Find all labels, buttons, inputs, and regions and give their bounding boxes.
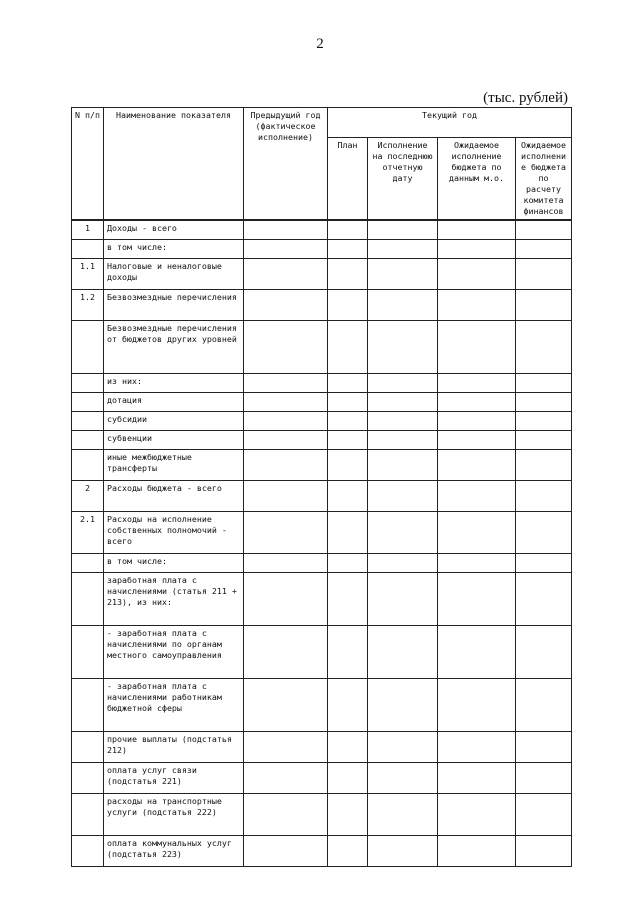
row-name: в том числе: [104,553,244,572]
cell-prev-year [244,320,328,373]
row-num [72,373,104,392]
table-row [72,392,572,411]
row-num [72,572,104,625]
table-header [72,108,572,221]
cell-prev-year [244,392,328,411]
row-name: иные межбюджетные трансферты [104,449,244,480]
cell-exec [368,220,438,239]
cell-exec [368,835,438,866]
row-name: Доходы - всего [104,220,244,239]
cell-expected-mo [438,678,516,731]
table-row [72,373,572,392]
row-name: Налоговые и неналоговые доходы [104,258,244,289]
table-row [72,572,572,625]
cell-plan [328,511,368,553]
row-name: субвенции [104,430,244,449]
header-current-year: Текущий год [328,108,572,138]
cell-expected-committee [516,258,572,289]
cell-plan [328,392,368,411]
cell-expected-committee [516,678,572,731]
table-row [72,480,572,511]
cell-prev-year [244,220,328,239]
cell-expected-mo [438,449,516,480]
cell-exec [368,480,438,511]
cell-prev-year [244,731,328,762]
cell-expected-committee [516,392,572,411]
cell-expected-committee [516,320,572,373]
row-num [72,835,104,866]
cell-expected-committee [516,411,572,430]
cell-prev-year [244,449,328,480]
table-row [72,239,572,258]
row-name: из них: [104,373,244,392]
cell-expected-committee [516,480,572,511]
cell-exec [368,289,438,320]
cell-expected-mo [438,835,516,866]
cell-exec [368,511,438,553]
table-row [72,289,572,320]
row-num [72,392,104,411]
cell-prev-year [244,511,328,553]
row-num [72,411,104,430]
cell-exec [368,553,438,572]
row-name: расходы на транспортные услуги (подстатья 222) [104,793,244,835]
cell-prev-year [244,373,328,392]
cell-expected-mo [438,320,516,373]
header-expected-mo: Ожидаемое исполнение бюджета по данным м.о. [438,138,516,221]
cell-expected-mo [438,373,516,392]
row-name: заработная плата с начислениями (статья 211 + 213), из них: [104,572,244,625]
row-name: Безвозмездные перечисления от бюджетов других уровней [104,320,244,373]
cell-expected-committee [516,835,572,866]
row-num [72,430,104,449]
row-name: прочие выплаты (подстатья 212) [104,731,244,762]
cell-prev-year [244,289,328,320]
row-name: Безвозмездные перечисления [104,289,244,320]
cell-prev-year [244,678,328,731]
row-name: субсидии [104,411,244,430]
header-plan: План [328,138,368,221]
header-expected-committee: Ожидаемое исполнение бюджета по расчету комитета финансов [516,138,572,221]
cell-expected-committee [516,553,572,572]
cell-prev-year [244,480,328,511]
table-row [72,731,572,762]
row-num: 1 [72,220,104,239]
cell-expected-mo [438,762,516,793]
row-num: 1.2 [72,289,104,320]
row-num: 1.1 [72,258,104,289]
row-name: дотация [104,392,244,411]
table-row [72,320,572,373]
cell-expected-mo [438,572,516,625]
cell-exec [368,572,438,625]
page-number: 2 [316,36,324,52]
cell-expected-mo [438,511,516,553]
table-row [72,835,572,866]
row-name: - заработная плата с начислениями по органам местного самоуправления [104,625,244,678]
cell-exec [368,373,438,392]
cell-exec [368,239,438,258]
row-name: в том числе: [104,239,244,258]
cell-plan [328,449,368,480]
row-num [72,239,104,258]
cell-prev-year [244,793,328,835]
cell-expected-committee [516,572,572,625]
cell-expected-committee [516,625,572,678]
header-prev-year: Предыдущий год (фактическое исполнение) [244,108,328,221]
cell-plan [328,239,368,258]
cell-plan [328,480,368,511]
row-num [72,449,104,480]
row-num [72,320,104,373]
row-num [72,762,104,793]
table-row [72,449,572,480]
table-row [72,430,572,449]
cell-prev-year [244,835,328,866]
cell-exec [368,625,438,678]
unit-note: (тыс. рублей) [483,90,568,106]
table-row [72,762,572,793]
cell-expected-committee [516,373,572,392]
cell-expected-mo [438,625,516,678]
cell-prev-year [244,430,328,449]
cell-plan [328,572,368,625]
row-num [72,678,104,731]
row-num [72,553,104,572]
cell-expected-committee [516,449,572,480]
cell-expected-committee [516,731,572,762]
table-row [72,625,572,678]
cell-plan [328,320,368,373]
cell-prev-year [244,553,328,572]
cell-expected-mo [438,258,516,289]
row-name: оплата услуг связи (подстатья 221) [104,762,244,793]
cell-exec [368,793,438,835]
cell-plan [328,793,368,835]
cell-exec [368,449,438,480]
cell-exec [368,320,438,373]
header-exec-last-date: Исполнение на последнюю отчетную дату [368,138,438,221]
row-num [72,731,104,762]
table-row [72,411,572,430]
cell-plan [328,411,368,430]
row-name: - заработная плата с начислениями работникам бюджетной сферы [104,678,244,731]
cell-expected-mo [438,289,516,320]
cell-plan [328,762,368,793]
table-row [72,220,572,239]
cell-expected-mo [438,430,516,449]
cell-prev-year [244,572,328,625]
row-num: 2.1 [72,511,104,553]
cell-exec [368,678,438,731]
cell-plan [328,553,368,572]
cell-expected-committee [516,430,572,449]
cell-plan [328,289,368,320]
budget-table [71,107,572,867]
cell-expected-committee [516,289,572,320]
table-row [72,553,572,572]
cell-expected-mo [438,731,516,762]
cell-expected-mo [438,239,516,258]
cell-exec [368,430,438,449]
cell-expected-committee [516,511,572,553]
row-num [72,793,104,835]
cell-prev-year [244,258,328,289]
row-name: оплата коммунальных услуг (подстатья 223) [104,835,244,866]
row-num: 2 [72,480,104,511]
cell-plan [328,373,368,392]
table-row [72,258,572,289]
header-num: N п/п [72,108,104,221]
row-num [72,625,104,678]
cell-prev-year [244,411,328,430]
row-name: Расходы на исполнение собственных полномочий - всего [104,511,244,553]
cell-expected-committee [516,793,572,835]
cell-expected-committee [516,762,572,793]
cell-expected-mo [438,220,516,239]
cell-plan [328,258,368,289]
cell-exec [368,762,438,793]
row-name: Расходы бюджета - всего [104,480,244,511]
cell-exec [368,392,438,411]
cell-plan [328,625,368,678]
table-row [72,793,572,835]
cell-prev-year [244,625,328,678]
cell-plan [328,430,368,449]
cell-exec [368,258,438,289]
cell-expected-mo [438,480,516,511]
cell-expected-committee [516,239,572,258]
cell-exec [368,731,438,762]
table-row [72,511,572,553]
cell-plan [328,220,368,239]
cell-plan [328,835,368,866]
cell-expected-mo [438,392,516,411]
cell-plan [328,731,368,762]
cell-expected-mo [438,553,516,572]
cell-exec [368,411,438,430]
cell-expected-committee [516,220,572,239]
cell-prev-year [244,239,328,258]
table-row [72,678,572,731]
header-name: Наименование показателя [104,108,244,221]
cell-expected-mo [438,793,516,835]
cell-prev-year [244,762,328,793]
cell-plan [328,678,368,731]
cell-expected-mo [438,411,516,430]
